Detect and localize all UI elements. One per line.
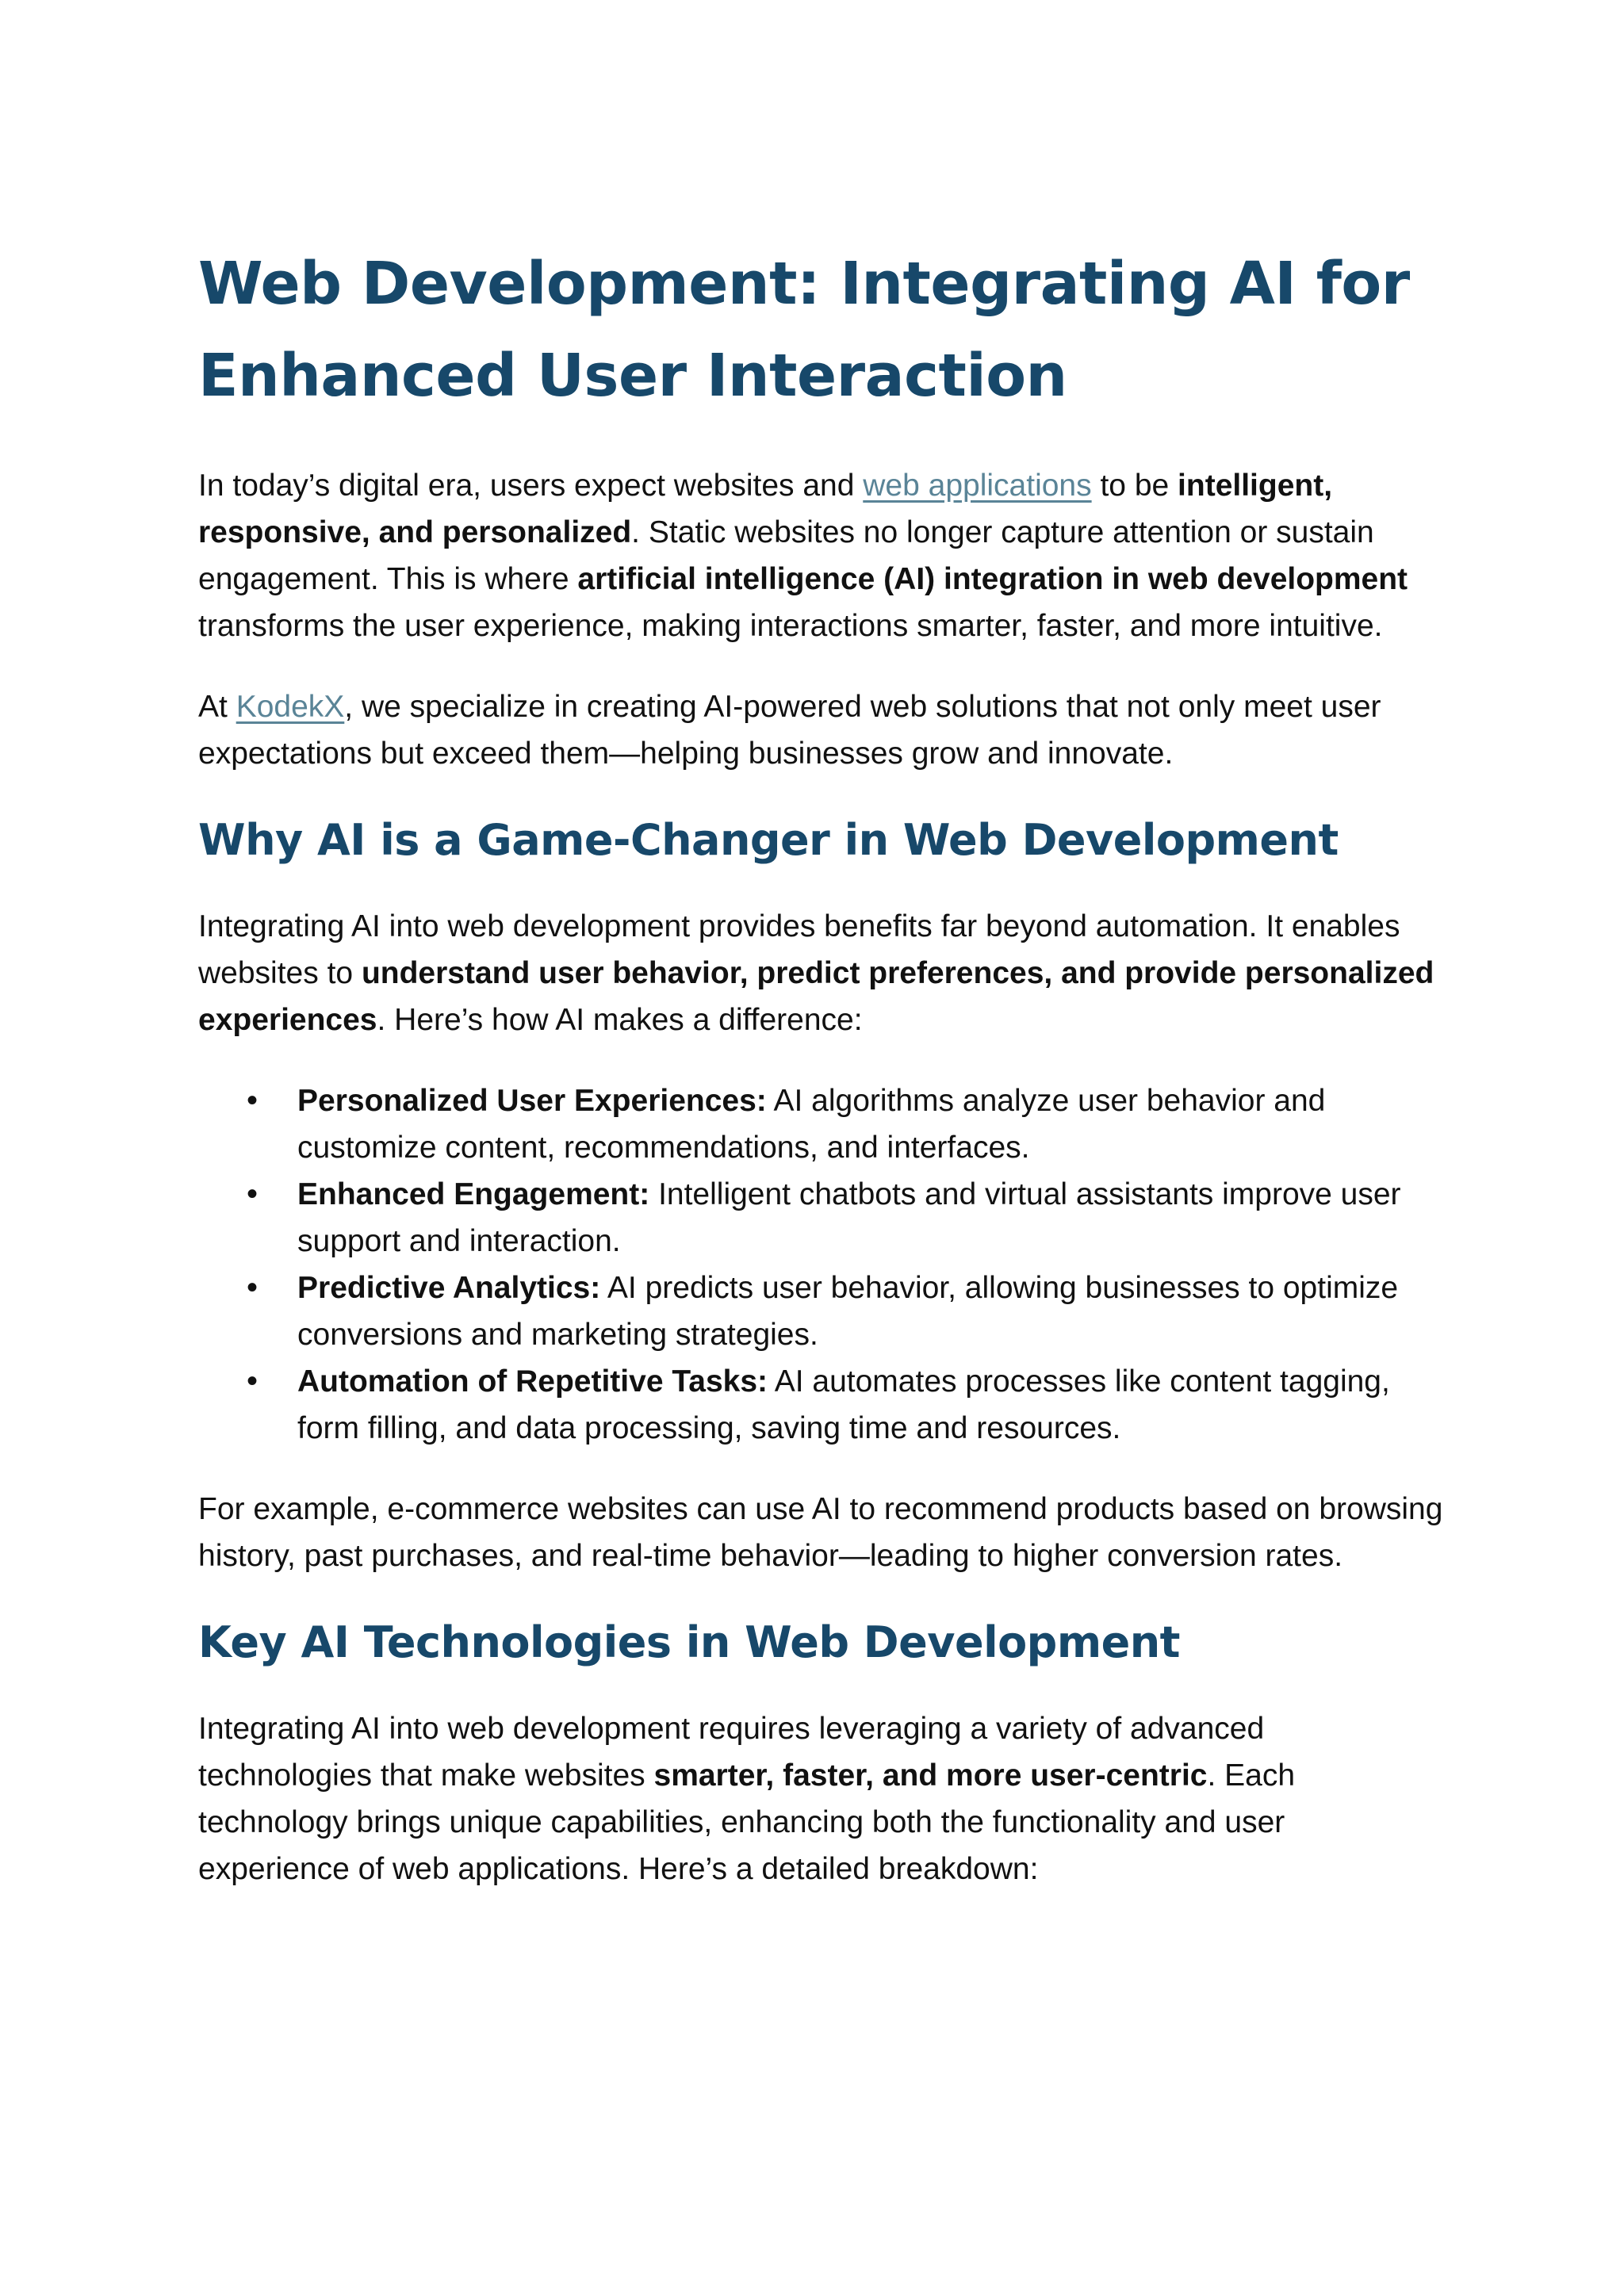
list-item: • Personalized User Experiences: AI algorithms analyze user behavior and customize content, recommendations, and interfaces.: [297, 1077, 1443, 1171]
bullet-icon: •: [247, 1177, 259, 1211]
document-page: [198, 238, 1443, 1892]
web-applications-link[interactable]: web applications: [863, 469, 1092, 503]
intro-paragraph-1: In today’s digital era, users expect websites and web applications to be intelligent, responsive, and personalized. Static websites no longer capture attention or sustain engagement. This is where artificial intelligence (AI) integration in web development transforms the user experience, making interactions smarter, faster, and more intuitive.: [198, 469, 1408, 643]
list-item: • Automation of Repetitive Tasks: AI automates processes like content tagging, form filling, and data processing, saving time and resources.: [297, 1358, 1443, 1452]
section-heading-why-ai: Why AI is a Game-Changer in Web Development: [198, 815, 1339, 865]
kodekx-link[interactable]: KodekX: [236, 690, 345, 724]
page-title: Web Development: Integrating AI for Enhanced User Interaction: [198, 250, 1410, 410]
bullet-icon: •: [247, 1364, 259, 1399]
benefits-list: [198, 1077, 1443, 1452]
bullet-icon: •: [247, 1083, 259, 1118]
list-item: • Enhanced Engagement: Intelligent chatbots and virtual assistants improve user support and interaction.: [297, 1171, 1443, 1265]
section1-paragraph-1: Integrating AI into web development provides benefits far beyond automation. It enables websites to understand user behavior, predict preferences, and provide personalized experiences. Here’s how AI makes a difference:: [198, 909, 1434, 1037]
section-heading-key-ai-technologies: Key AI Technologies in Web Development: [198, 1617, 1180, 1667]
section1-paragraph-2: For example, e-commerce websites can use AI to recommend products based on browsing history, past purchases, and real-time behavior—leading to higher conversion rates.: [198, 1492, 1443, 1573]
section2-paragraph-1: Integrating AI into web development requires leveraging a variety of advanced technologies that make websites smarter, faster, and more user-centric. Each technology brings unique capabilities, enhancing both the functionality and user experience of web applications. Here’s a detailed breakdown:: [198, 1712, 1296, 1886]
bullet-icon: •: [247, 1270, 259, 1305]
list-item: • Predictive Analytics: AI predicts user behavior, allowing businesses to optimize conversions and marketing strategies.: [297, 1265, 1443, 1358]
intro-paragraph-2: At KodekX, we specialize in creating AI-powered web solutions that not only meet user expectations but exceed them—helping businesses grow and innovate.: [198, 690, 1381, 771]
